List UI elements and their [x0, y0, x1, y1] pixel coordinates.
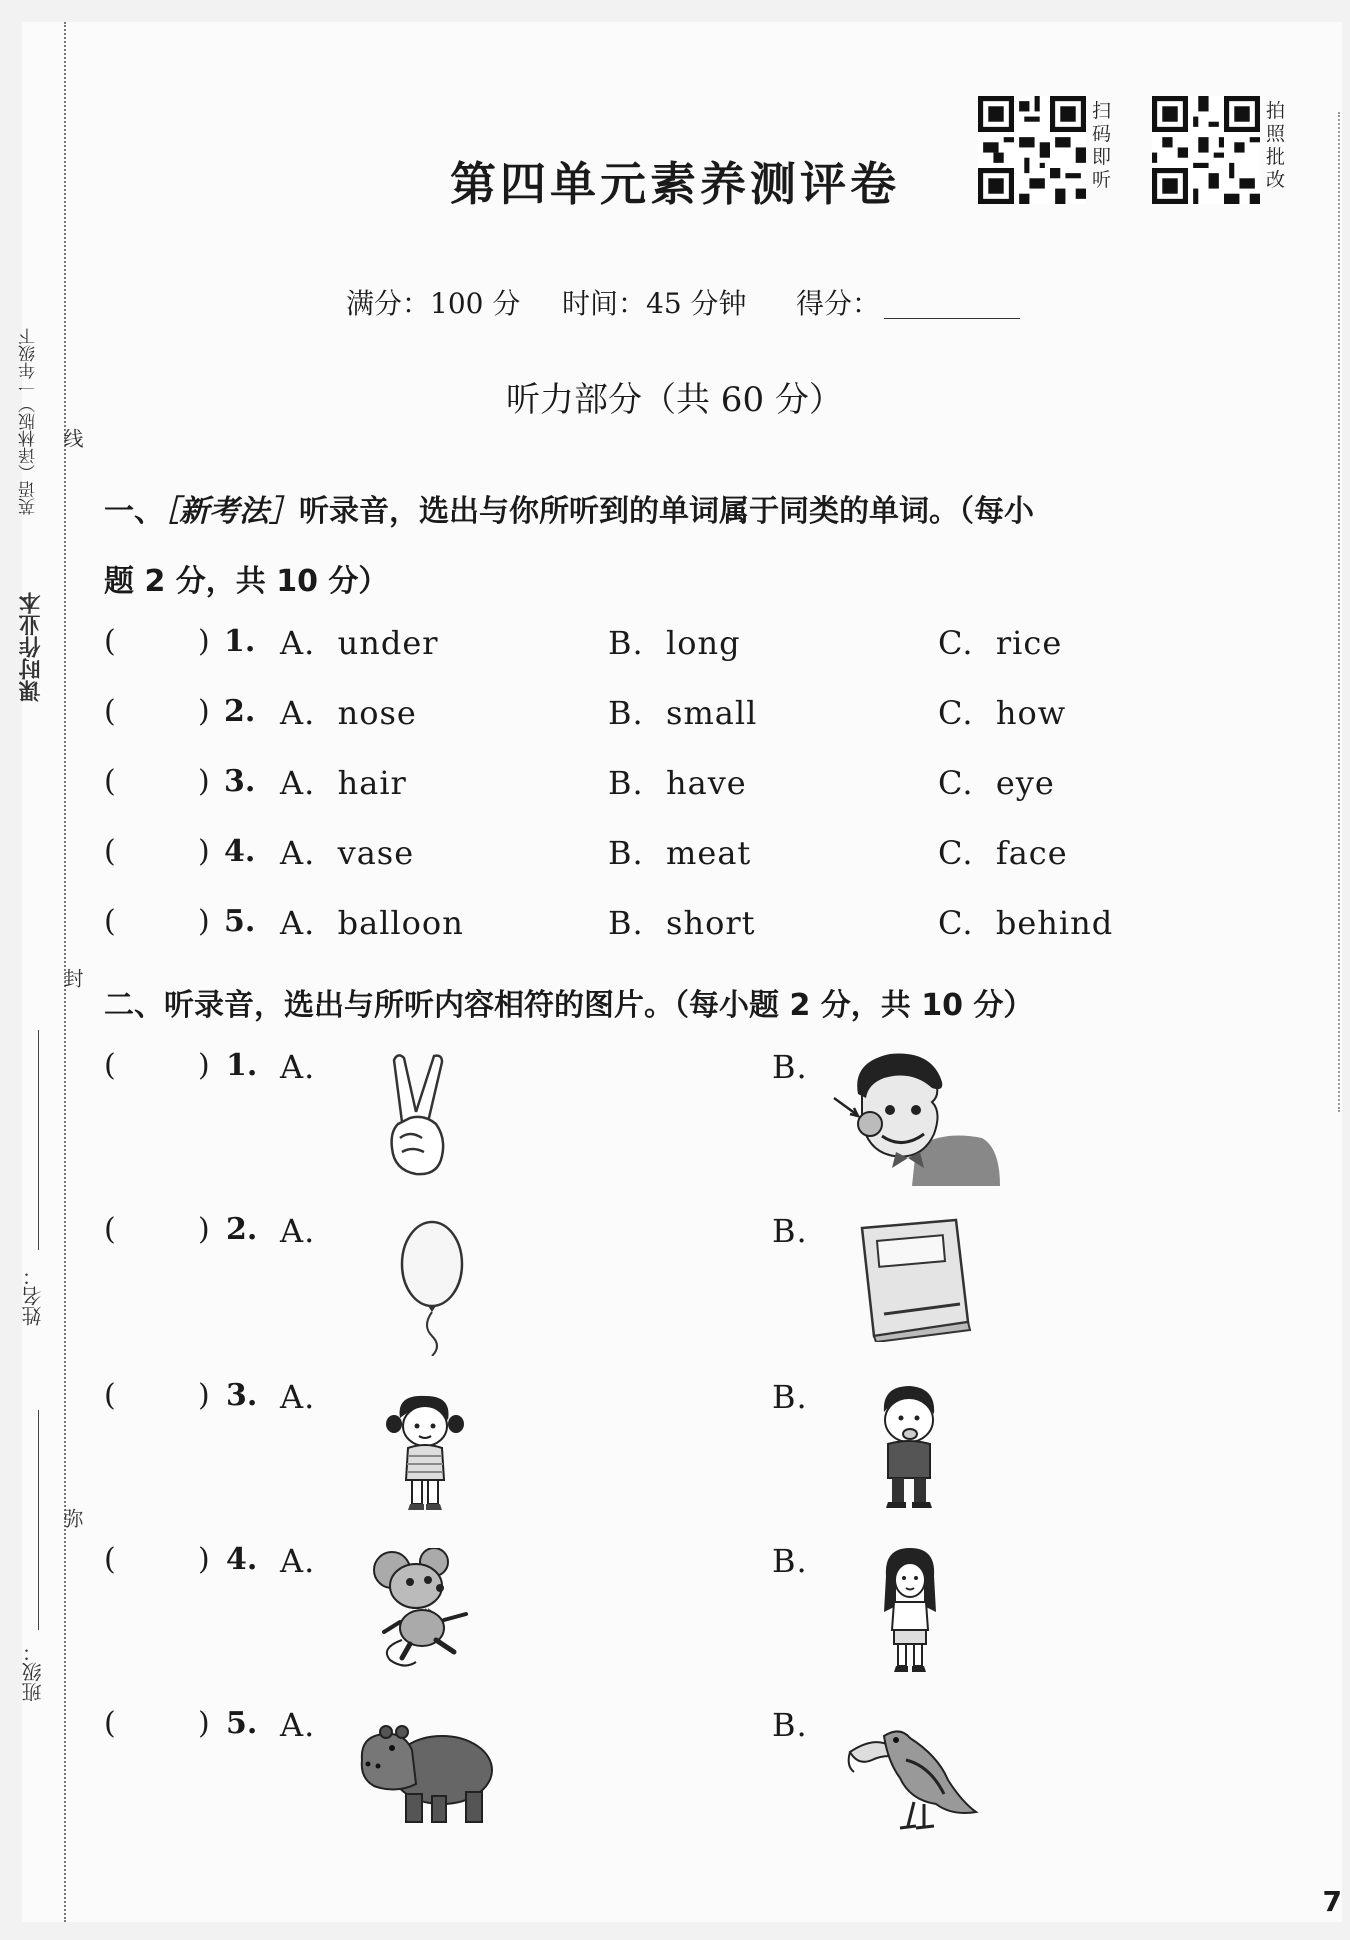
answer-paren-close: ): [198, 834, 210, 869]
question-number: 2.: [226, 1212, 258, 1247]
option-c: C. behind: [938, 904, 1114, 942]
qr-code-listen-icon[interactable]: [978, 96, 1086, 204]
question-number: 4.: [226, 1542, 258, 1577]
option-b: B. long: [608, 624, 741, 662]
page-number: 7: [1322, 1885, 1342, 1918]
part1-heading: 一、［新考法］听录音，选出与你所听到的单词属于同类的单词。（每小: [104, 494, 1034, 529]
answer-paren-open: (: [104, 1378, 116, 1413]
long-hair-girl-icon: [880, 1546, 940, 1674]
qr-grade-label: 拍照批改: [1266, 100, 1286, 191]
class-label: 班级：: [21, 1642, 45, 1702]
answer-blank[interactable]: [120, 904, 194, 944]
question-number: 2.: [224, 694, 256, 729]
answer-paren-close: ): [198, 1706, 210, 1741]
option-a: A. hair: [280, 764, 407, 802]
question-number: 5.: [226, 1706, 258, 1741]
option-b: B. meat: [608, 834, 752, 872]
answer-paren-open: (: [104, 1048, 116, 1083]
bird-icon: [844, 1716, 980, 1834]
score-label: 得分：: [796, 287, 881, 320]
class-field[interactable]: [38, 1410, 39, 1630]
hippo-icon: [356, 1720, 496, 1828]
score-field[interactable]: [884, 318, 1020, 319]
answer-paren-open: (: [104, 764, 116, 799]
name-field[interactable]: [38, 1030, 39, 1250]
right-edge-line: [1338, 112, 1340, 1112]
answer-blank[interactable]: [120, 1706, 194, 1746]
part2-heading: 二、听录音，选出与所听内容相符的图片。（每小题 2 分，共 10 分）: [104, 988, 1034, 1023]
option-b: B. have: [608, 764, 747, 802]
option-b-label: B.: [772, 1212, 808, 1250]
option-a-label: A.: [280, 1212, 316, 1250]
answer-blank[interactable]: [120, 834, 194, 874]
option-b-label: B.: [772, 1048, 808, 1086]
answer-paren-close: ): [198, 1212, 210, 1247]
mouse-icon: [370, 1548, 480, 1670]
seal-mark: 封: [60, 968, 84, 988]
answer-blank[interactable]: [120, 1542, 194, 1582]
name-label: 姓名：: [21, 1266, 45, 1326]
option-a: A. nose: [280, 694, 417, 732]
answer-paren-open: (: [104, 1706, 116, 1741]
question-number: 3.: [226, 1378, 258, 1413]
option-a: A. vase: [280, 834, 415, 872]
answer-blank[interactable]: [120, 1378, 194, 1418]
time-limit: 时间：45 分钟: [562, 287, 747, 320]
answer-paren-open: (: [104, 694, 116, 729]
listening-section-title: 听力部分（共 60 分）: [506, 380, 843, 420]
full-marks: 满分：100 分: [346, 287, 521, 320]
option-a: A. under: [280, 624, 439, 662]
option-b: B. small: [608, 694, 758, 732]
option-a: A. balloon: [280, 904, 464, 942]
part1-heading-line2: 题 2 分，共 10 分）: [104, 564, 389, 599]
option-b-label: B.: [772, 1542, 808, 1580]
question-number: 4.: [224, 834, 256, 869]
series-name: 课时作业本: [19, 592, 44, 702]
qr-listen-label: 扫码即听: [1092, 100, 1112, 191]
answer-paren-open: (: [104, 1542, 116, 1577]
answer-paren-close: ): [198, 764, 210, 799]
victory-hand-icon: [380, 1052, 460, 1180]
option-a-label: A.: [280, 1378, 316, 1416]
option-b-label: B.: [772, 1378, 808, 1416]
option-a-label: A.: [280, 1706, 316, 1744]
line-mark: 线: [60, 428, 84, 448]
girl-icon: [386, 1394, 464, 1510]
question-number: 3.: [224, 764, 256, 799]
answer-blank[interactable]: [120, 1048, 194, 1088]
question-number: 1.: [224, 624, 256, 659]
boy-icon: [874, 1384, 944, 1510]
option-c: C. face: [938, 834, 1068, 872]
option-c: C. eye: [938, 764, 1055, 802]
option-c: C. how: [938, 694, 1067, 732]
answer-paren-close: ): [198, 1048, 210, 1083]
qr-code-grade-icon[interactable]: [1152, 96, 1260, 204]
answer-blank[interactable]: [120, 694, 194, 734]
answer-paren-open: (: [104, 834, 116, 869]
subject-label: 英语（译林版）一年级下: [19, 328, 39, 515]
answer-paren-close: ): [198, 1542, 210, 1577]
answer-paren-open: (: [104, 904, 116, 939]
question-number: 5.: [224, 904, 256, 939]
answer-paren-close: ): [198, 624, 210, 659]
option-a-label: A.: [280, 1048, 316, 1086]
balloon-icon: [392, 1216, 472, 1356]
new-exam-tag: ［新考法］: [164, 494, 299, 529]
answer-paren-close: ): [198, 1378, 210, 1413]
option-b: B. short: [608, 904, 756, 942]
clown-nose-icon: [832, 1052, 1002, 1186]
answer-paren-close: ): [198, 694, 210, 729]
answer-paren-open: (: [104, 624, 116, 659]
sealed-mark: 弥: [60, 1508, 84, 1528]
option-c: C. rice: [938, 624, 1063, 662]
answer-paren-close: ): [198, 904, 210, 939]
option-b-label: B.: [772, 1706, 808, 1744]
page-title: 第四单元素养测评卷: [450, 157, 900, 211]
book-icon: [856, 1218, 976, 1342]
answer-paren-open: (: [104, 1212, 116, 1247]
option-a-label: A.: [280, 1542, 316, 1580]
answer-blank[interactable]: [120, 624, 194, 664]
question-number: 1.: [226, 1048, 258, 1083]
answer-blank[interactable]: [120, 1212, 194, 1252]
answer-blank[interactable]: [120, 764, 194, 804]
